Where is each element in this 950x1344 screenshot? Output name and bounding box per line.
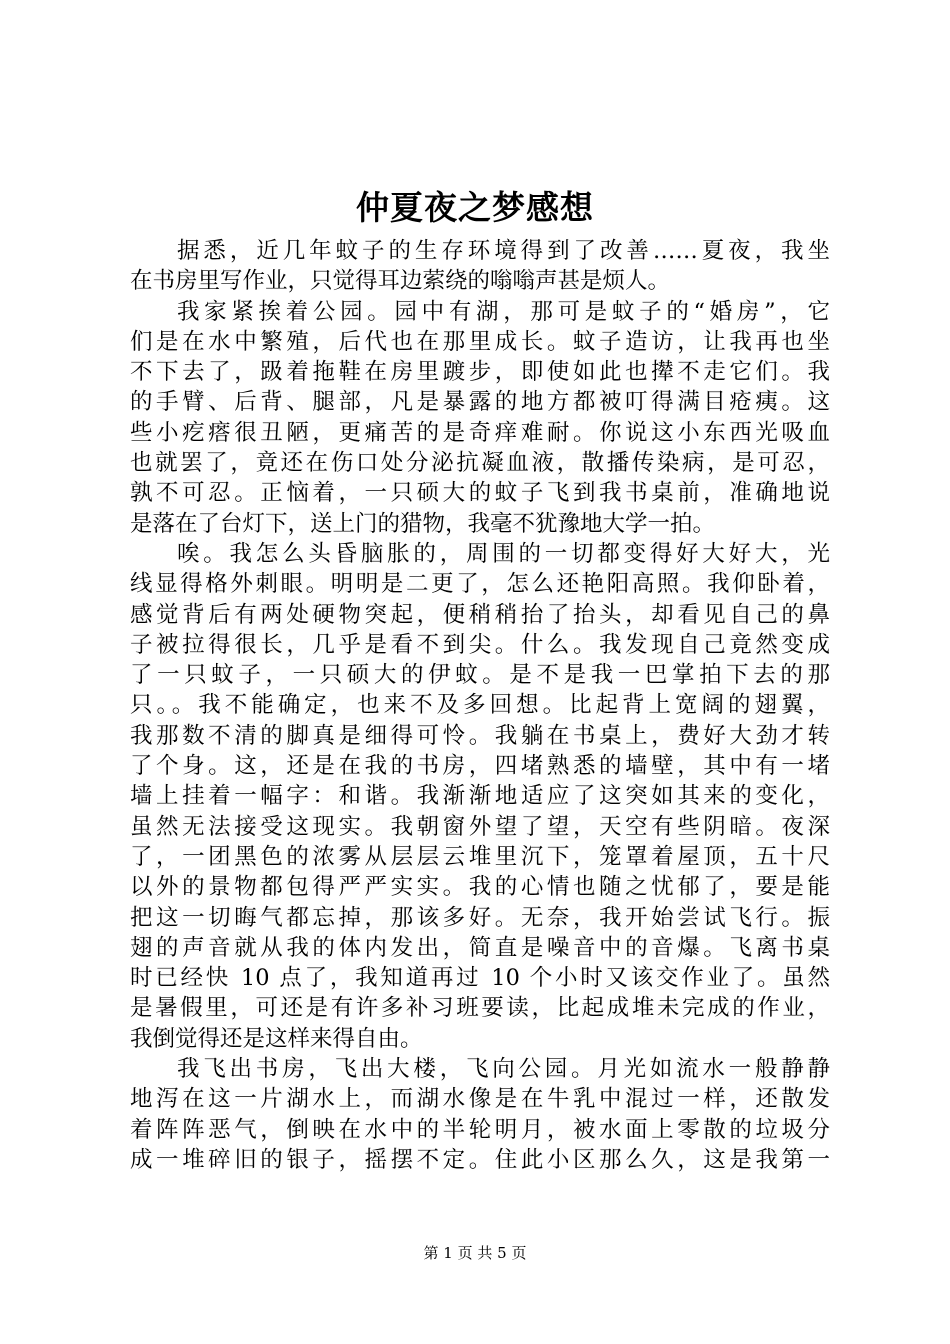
text-line: 了个身。这，还是在我的书房，四堵熟悉的墙壁，其中有一堵 <box>130 753 830 780</box>
article-body <box>130 236 830 1175</box>
text-line: 是落在了台灯下，送上门的猎物，我毫不犹豫地大学一拍。 <box>130 510 716 537</box>
text-line: 我飞出书房，飞出大楼，飞向公园。月光如流水一般静静 <box>177 1056 830 1083</box>
text-line: 们是在水中繁殖，后代也在那里成长。蚊子造访，让我再也坐 <box>130 328 830 355</box>
text-line: 些小疙瘩很丑陋，更痛苦的是奇痒难耐。你说这小东西光吸血 <box>130 419 830 446</box>
text-line: 着阵阵恶气，倒映在水中的半轮明月，被水面上零散的垃圾分 <box>130 1116 830 1143</box>
text-line: 子被拉得很长，几乎是看不到尖。什么。我发现自己竟然变成 <box>130 631 830 658</box>
text-line: 唉。我怎么头昏脑胀的，周围的一切都变得好大好大，光 <box>177 540 830 567</box>
text-line: 墙上挂着一幅字：和谐。我渐渐地适应了这突如其来的变化， <box>130 783 830 810</box>
text-line: 把这一切晦气都忘掉，那该多好。无奈，我开始尝试飞行。振 <box>130 904 830 931</box>
text-line: 地泻在这一片湖水上，而湖水像是在牛乳中混过一样，还散发 <box>130 1086 830 1113</box>
text-line: 翅的声音就从我的体内发出，简直是噪音中的音爆。飞离书桌 <box>130 934 830 961</box>
text-line: 只。。我不能确定，也来不及多回想。比起背上宽阔的翅翼， <box>130 692 830 719</box>
text-line: 线显得格外刺眼。明明是二更了，怎么还艳阳高照。我仰卧着， <box>130 571 830 598</box>
page-title: 仲夏夜之梦感想 <box>356 188 594 227</box>
text-line: 成一堆碎旧的银子，摇摆不定。住此小区那么久，这是我第一 <box>130 1146 830 1173</box>
text-line: 不下去了，趿着拖鞋在房里踱步，即使如此也撵不走它们。我 <box>130 359 830 386</box>
text-line: 感觉背后有两处硬物突起，便稍稍抬了抬头，却看见自己的鼻 <box>130 601 830 628</box>
text-line: 以外的景物都包得严严实实。我的心情也随之忧郁了，要是能 <box>130 874 830 901</box>
text-line: 是暑假里，可还是有许多补习班要读，比起成堆未完成的作业， <box>130 995 830 1022</box>
text-line: 了一只蚊子，一只硕大的伊蚊。是不是我一巴掌拍下去的那 <box>130 662 830 689</box>
text-line: 虽然无法接受这现实。我朝窗外望了望，天空有些阴暗。夜深 <box>130 813 830 840</box>
text-line: 孰不可忍。正恼着，一只硕大的蚊子飞到我书桌前，准确地说 <box>130 480 830 507</box>
text-line: 的手臂、后背、腿部，凡是暴露的地方都被叮得满目疮痍。这 <box>130 389 830 416</box>
text-line: 也就罢了，竟还在伤口处分泌抗凝血液，散播传染病，是可忍， <box>130 450 830 477</box>
page-footer: 第 1 页 共 5 页 <box>423 1244 527 1262</box>
text-line: 了，一团黑色的浓雾从层层云堆里沉下，笼罩着屋顶，五十尺 <box>130 843 830 870</box>
text-line: 据悉，近几年蚊子的生存环境得到了改善……夏夜，我坐 <box>177 238 830 264</box>
text-line: 在书房里写作业，只觉得耳边萦绕的嗡嗡声甚是烦人。 <box>130 268 671 295</box>
text-line: 时已经快 10 点了，我知道再过 10 个小时又该交作业了。虽然 <box>130 965 830 992</box>
text-line: 我家紧挨着公园。园中有湖，那可是蚊子的“婚房”，它 <box>177 298 830 325</box>
text-line: 我倒觉得还是这样来得自由。 <box>130 1025 423 1052</box>
text-line: 我那数不清的脚真是细得可怜。我躺在书桌上，费好大劲才转 <box>130 722 830 749</box>
